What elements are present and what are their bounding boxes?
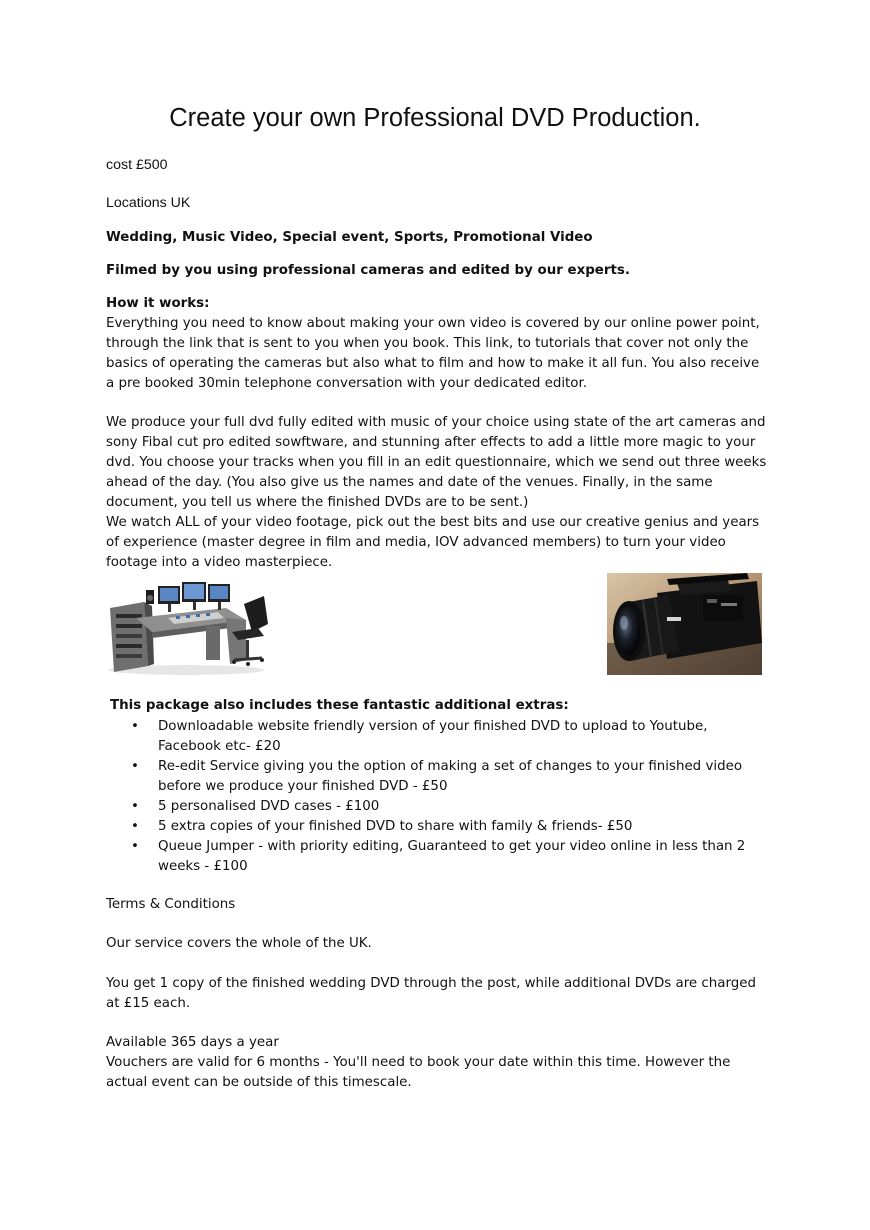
list-item <box>106 717 766 757</box>
terms-coverage: Our service covers the whole of the UK. <box>106 936 372 951</box>
paragraph-line: We watch ALL of your video footage, pick out the best bits and use our creative genius and years <box>106 515 760 530</box>
how-it-works-paragraph-2 <box>106 413 771 573</box>
terms-availability: Available 365 days a year <box>106 1035 279 1050</box>
list-item <box>106 837 766 877</box>
paragraph-line: dvd. You choose your tracks when you fill in an edit questionnaire, which we send out three weeks <box>106 455 767 470</box>
paragraph-line: through the link that is sent to you when you book. This link, to tutorials that cover not only the <box>106 336 749 351</box>
list-item-line: before we produce your finished DVD - £50 <box>158 779 448 794</box>
paragraph-line: Everything you need to know about making your own video is covered by our online power point, <box>106 316 760 331</box>
list-item-line: 5 personalised DVD cases - £100 <box>158 799 380 814</box>
filmed-by-text: Filmed by you using professional cameras and edited by our experts. <box>106 263 630 278</box>
paragraph-line: document, you tell us where the finished DVDs are to be sent.) <box>106 495 529 510</box>
how-it-works-paragraph-1 <box>106 314 771 394</box>
paragraph-line: footage into a video masterpiece. <box>106 555 333 570</box>
bullet-icon: • <box>131 819 139 834</box>
extras-heading: This package also includes these fantastic additional extras: <box>110 698 569 713</box>
page-title: Create your own Professional DVD Production. <box>169 104 701 132</box>
list-item-line: 5 extra copies of your finished DVD to share with family & friends- £50 <box>158 819 633 834</box>
paragraph-line: ahead of the day. (You also give us the names and date of the venues. Finally, in the same <box>106 475 713 490</box>
list-item-line: Queue Jumper - with priority editing, Guaranteed to get your video online in less than 2 <box>158 839 746 854</box>
editing-desk-illustration <box>106 574 276 676</box>
terms-availability-block <box>106 1033 771 1093</box>
locations-text: Locations UK <box>106 195 191 211</box>
categories-text: Wedding, Music Video, Special event, Sports, Promotional Video <box>106 230 593 245</box>
video-camera-illustration <box>607 573 762 675</box>
paragraph-line: at £15 each. <box>106 996 191 1011</box>
bullet-icon: • <box>131 759 139 774</box>
paragraph-line: basics of operating the cameras but also what to film and how to make it all fun. You also receive <box>106 356 760 371</box>
bullet-icon: • <box>131 719 139 734</box>
terms-copies <box>106 974 771 1014</box>
bullet-icon: • <box>131 799 139 814</box>
bullet-icon: • <box>131 839 139 854</box>
editing-studio-image <box>106 574 276 676</box>
list-item-line: weeks - £100 <box>158 859 248 874</box>
list-item <box>106 817 766 837</box>
cost-text: cost £500 <box>106 157 168 173</box>
paragraph-line: We produce your full dvd fully edited with music of your choice using state of the art cameras and <box>106 415 766 430</box>
paragraph-line: of experience (master degree in film and media, IOV advanced members) to turn your video <box>106 535 726 550</box>
list-item-line: Facebook etc- £20 <box>158 739 281 754</box>
paragraph-line: sony Fibal cut pro edited sowftware, and stunning after effects to add a little more magic to your <box>106 435 756 450</box>
paragraph-line: actual event can be outside of this timescale. <box>106 1075 412 1090</box>
video-camera-image <box>607 573 762 675</box>
paragraph-line: You get 1 copy of the finished wedding DVD through the post, while additional DVDs are charged <box>106 976 756 991</box>
list-item-line: Downloadable website friendly version of your finished DVD to upload to Youtube, <box>158 719 708 734</box>
paragraph-line: a pre booked 30min telephone conversation with your dedicated editor. <box>106 376 588 391</box>
terms-heading: Terms & Conditions <box>106 897 236 912</box>
paragraph-line: Vouchers are valid for 6 months - You'll need to book your date within this time. However the <box>106 1055 731 1070</box>
list-item-line: Re-edit Service giving you the option of making a set of changes to your finished video <box>158 759 743 774</box>
list-item <box>106 797 766 817</box>
how-it-works-heading: How it works: <box>106 296 210 311</box>
extras-list <box>106 717 766 877</box>
list-item <box>106 757 766 797</box>
